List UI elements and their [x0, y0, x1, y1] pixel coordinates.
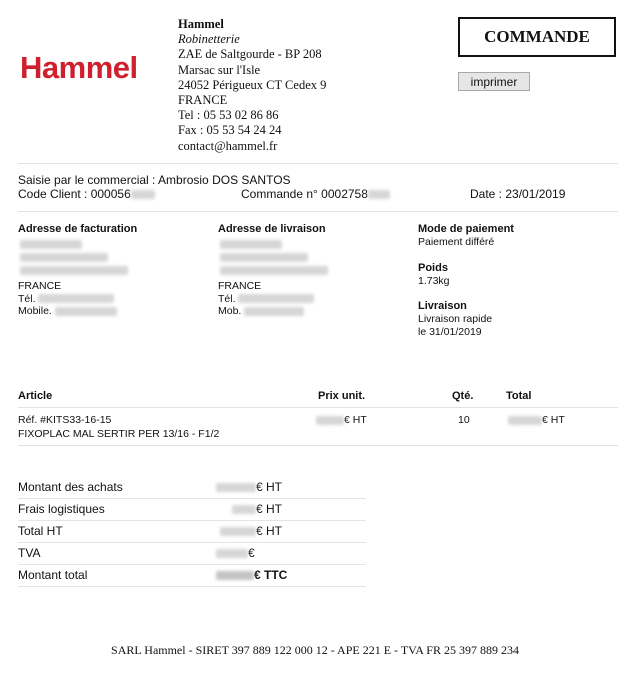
billing-tel: [18, 293, 208, 306]
redacted-billing-lines: [18, 236, 208, 280]
hammel-logo: Hammel: [20, 50, 138, 85]
col-header-qty: Qté.: [452, 390, 474, 402]
legal-footer: SARL Hammel - SIRET 397 889 122 000 12 - APE 221 E - TVA FR 25 397 889 234: [111, 643, 519, 657]
item-ref: Réf. #KITS33-16-15: [18, 414, 112, 426]
total-row-grand: [18, 565, 366, 587]
entered-by: Saisie par le commercial : Ambrosio DOS SANTOS: [18, 173, 291, 187]
document-title: COMMANDE: [484, 27, 590, 46]
col-header-unit-price: Prix unit.: [318, 390, 366, 402]
payment-heading: Mode de paiement: [418, 223, 514, 235]
shipping-mobile-label: Mob.: [218, 305, 242, 317]
total-value: [216, 477, 282, 498]
total-value: [216, 543, 255, 564]
table-divider: [18, 445, 618, 446]
col-header-article: Article: [18, 390, 53, 402]
total-label: TVA: [18, 546, 41, 560]
delivery-date: le 31/01/2019: [418, 325, 482, 338]
total-suffix: € HT: [256, 480, 283, 494]
billing-address: [18, 223, 208, 318]
billing-heading: Adresse de facturation: [18, 223, 138, 235]
shipping-heading: Adresse de livraison: [218, 223, 326, 235]
total-row-ht: [18, 521, 366, 543]
company-tel: Tel : 05 53 02 86 86: [178, 108, 279, 123]
shipping-tel-label: Tél.: [218, 292, 236, 305]
payment-value: Paiement différé: [418, 236, 495, 248]
shipping-tel: [218, 293, 408, 306]
total-suffix: € HT: [256, 502, 283, 516]
company-address-block: [178, 17, 326, 154]
company-email: contact@hammel.fr: [178, 138, 278, 153]
shipping-country: FRANCE: [218, 280, 262, 292]
table-row: [18, 414, 618, 444]
document-title-box: [458, 17, 616, 57]
delivery-heading: Livraison: [418, 300, 467, 312]
client-code: [18, 187, 155, 201]
weight-heading: Poids: [418, 261, 448, 274]
total-suffix: € HT: [256, 524, 283, 538]
total-value: [216, 499, 282, 520]
shipping-address: [218, 223, 408, 318]
order-number-label: Commande n° 0002758: [241, 187, 368, 201]
item-total: [508, 414, 565, 427]
order-details: [418, 223, 618, 338]
item-description: FIXOPLAC MAL SERTIR PER 13/16 - F1/2: [18, 428, 220, 440]
redacted-client-code: [131, 190, 155, 199]
total-label: Montant des achats: [18, 480, 123, 494]
total-label: Montant total: [18, 568, 88, 582]
total-row-vat: [18, 543, 366, 565]
total-row-logistics: [18, 499, 366, 521]
total-suffix: € TTC: [254, 568, 288, 582]
redacted-order-number: [368, 190, 390, 199]
total-label: Frais logistiques: [18, 502, 105, 516]
billing-tel-label: Tél.: [18, 292, 36, 305]
company-address-line1: ZAE de Saltgourde - BP 208: [178, 47, 322, 62]
col-header-total: Total: [506, 390, 532, 402]
total-row-purchases: [18, 477, 366, 499]
billing-mobile: [18, 305, 208, 318]
total-label: Total HT: [18, 524, 63, 538]
total-value: [216, 521, 282, 542]
item-qty: 10: [458, 414, 470, 426]
item-unit-price: [316, 414, 367, 427]
weight-value: 1.73kg: [418, 274, 450, 287]
item-total-suffix: € HT: [542, 414, 565, 426]
billing-country: FRANCE: [18, 280, 62, 292]
total-value: [216, 565, 287, 586]
total-suffix: €: [248, 546, 255, 560]
order-number: [241, 187, 390, 201]
company-country: FRANCE: [178, 93, 228, 108]
print-button[interactable]: imprimer: [458, 72, 530, 91]
billing-mobile-label: Mobile.: [18, 305, 52, 317]
item-unit-price-suffix: € HT: [344, 414, 367, 426]
company-name: Hammel: [178, 17, 224, 31]
table-divider: [18, 407, 618, 408]
redacted-shipping-lines: [218, 236, 408, 280]
company-fax: Fax : 05 53 54 24 24: [178, 123, 282, 138]
company-address-line3: 24052 Périgueux CT Cedex 9: [178, 77, 327, 92]
client-code-label: Code Client : 000056: [18, 187, 131, 201]
divider: [18, 163, 618, 164]
order-date: Date : 23/01/2019: [470, 187, 566, 201]
company-subtitle: Robinetterie: [178, 32, 240, 47]
divider: [18, 211, 618, 212]
delivery-method: Livraison rapide: [418, 313, 493, 325]
shipping-mobile: [218, 305, 408, 318]
company-address-line2: Marsac sur l'Isle: [178, 62, 261, 77]
